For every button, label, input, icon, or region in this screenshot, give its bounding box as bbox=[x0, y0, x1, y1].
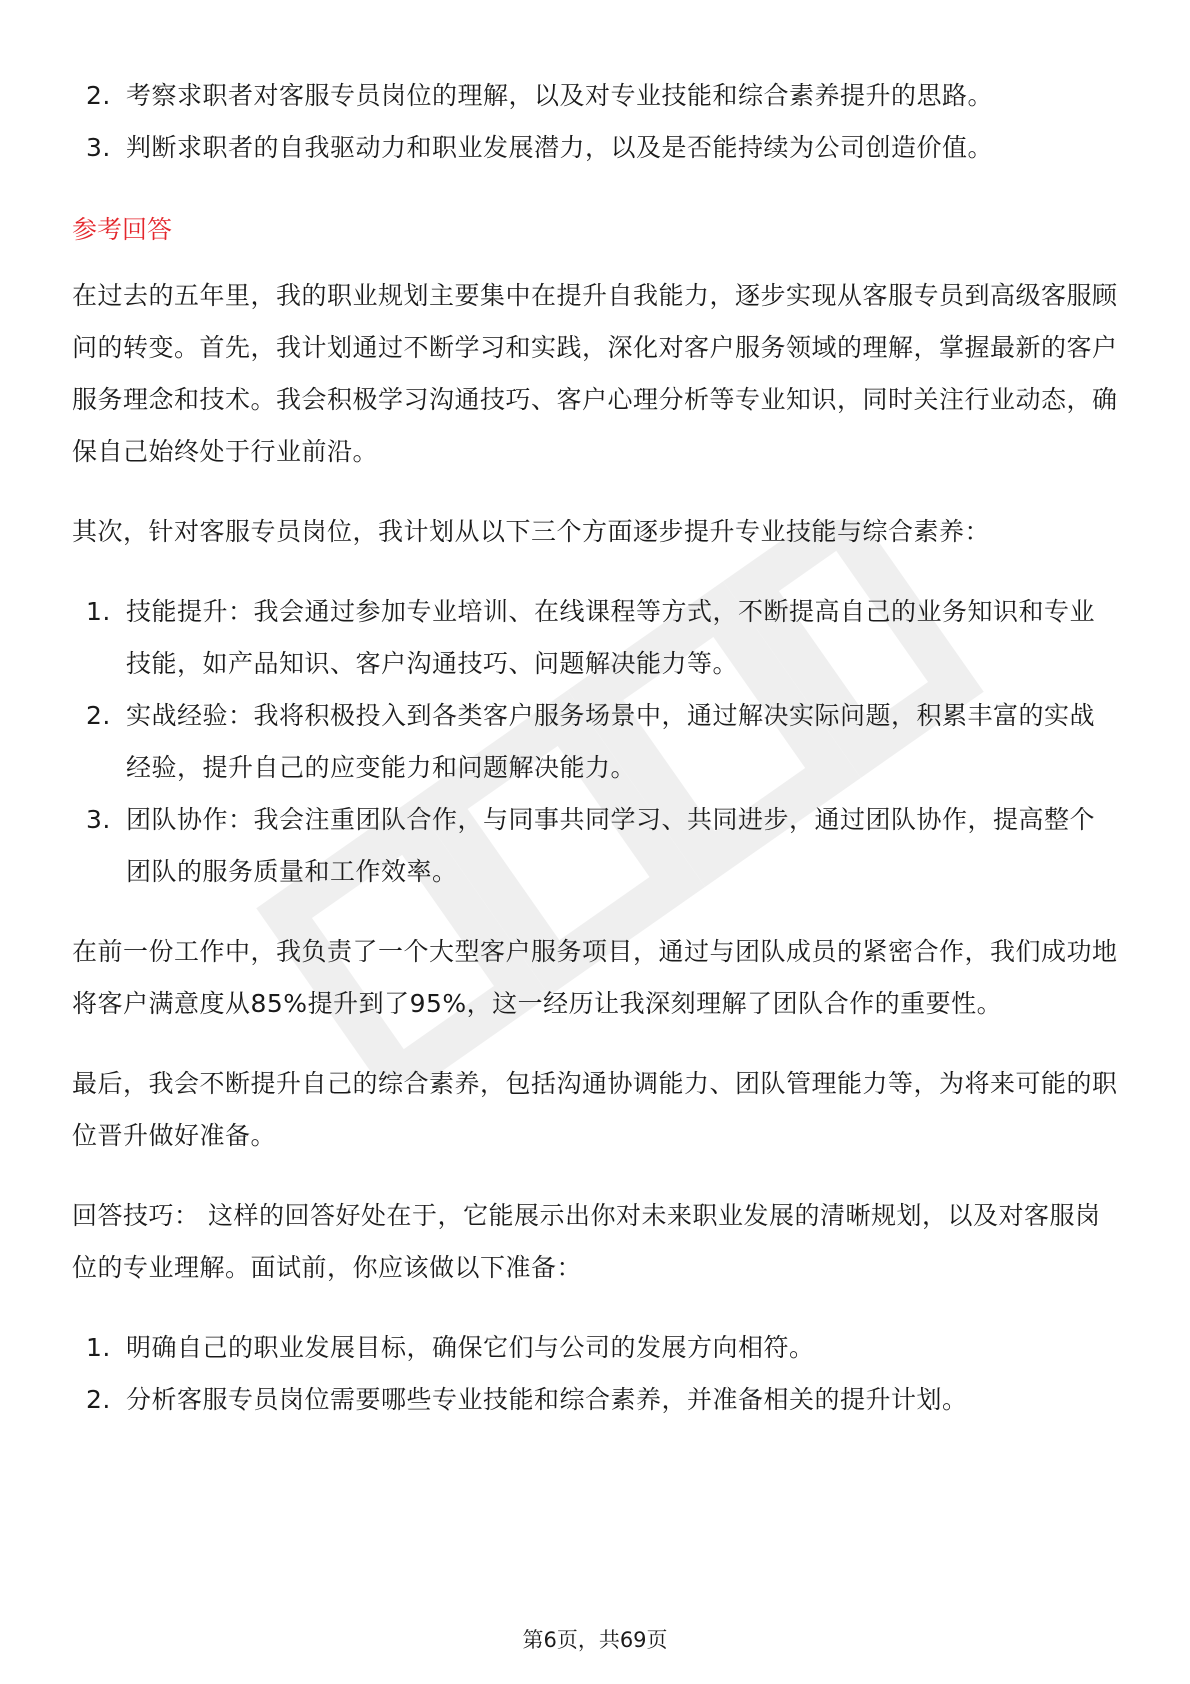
list-number: 1. bbox=[86, 1333, 111, 1362]
list-item bbox=[72, 794, 1118, 898]
list-number: 2. bbox=[86, 81, 111, 110]
list-text: 考察求职者对客服专员岗位的理解，以及对专业技能和综合素养提升的思路。 bbox=[126, 81, 994, 110]
list-text: 判断求职者的自我驱动力和职业发展潜力，以及是否能持续为公司创造价值。 bbox=[126, 133, 994, 162]
paragraph-career-plan: 在过去的五年里，我的职业规划主要集中在提升自我能力，逐步实现从客服专员到高级客服顾问的转变。首先，我计划通过不断学习和实践，深化对客户服务领域的理解，掌握最新的客户服务理念和技术。我会积极学习沟通技巧、客户心理分析等专业知识，同时关注行业动态，确保自己始终处于行业前沿。 bbox=[72, 281, 1118, 466]
list-text: 明确自己的职业发展目标，确保它们与公司的发展方向相符。 bbox=[126, 1333, 815, 1362]
list-item bbox=[72, 1322, 1118, 1374]
page-footer: 第6页，共69页 bbox=[522, 1628, 668, 1652]
list-item bbox=[72, 1374, 1118, 1426]
list-number: 1. bbox=[86, 597, 111, 626]
list-item bbox=[72, 122, 1118, 174]
list-text: 技能提升：我会通过参加专业培训、在线课程等方式，不断提高自己的业务知识和专业技能，如产品知识、客户沟通技巧、问题解决能力等。 bbox=[126, 597, 1096, 678]
middle-list bbox=[72, 586, 1118, 898]
list-item bbox=[72, 586, 1118, 690]
list-item bbox=[72, 690, 1118, 794]
list-number: 3. bbox=[86, 133, 111, 162]
paragraph-three-aspects: 其次，针对客服专员岗位，我计划从以下三个方面逐步提升专业技能与综合素养： bbox=[72, 517, 991, 546]
list-text: 实战经验：我将积极投入到各类客户服务场景中，通过解决实际问题，积累丰富的实战经验，提升自己的应变能力和问题解决能力。 bbox=[126, 701, 1096, 782]
document-content bbox=[72, 70, 1118, 1426]
paragraph-finally: 最后，我会不断提升自己的综合素养，包括沟通协调能力、团队管理能力等，为将来可能的职位晋升做好准备。 bbox=[72, 1069, 1118, 1150]
list-text: 分析客服专员岗位需要哪些专业技能和综合素养，并准备相关的提升计划。 bbox=[126, 1385, 968, 1414]
paragraph-answer-tips: 回答技巧： 这样的回答好处在于，它能展示出你对未来职业发展的清晰规划，以及对客服岗位的专业理解。面试前，你应该做以下准备： bbox=[72, 1201, 1101, 1282]
paragraph-previous-job: 在前一份工作中，我负责了一个大型客户服务项目，通过与团队成员的紧密合作，我们成功地将客户满意度从85%提升到了95%，这一经历让我深刻理解了团队合作的重要性。 bbox=[72, 937, 1118, 1018]
top-list bbox=[72, 70, 1118, 174]
section-heading-reference: 参考回答 bbox=[72, 215, 173, 244]
list-item bbox=[72, 70, 1118, 122]
list-number: 3. bbox=[86, 805, 111, 834]
list-number: 2. bbox=[86, 701, 111, 730]
list-text: 团队协作：我会注重团队合作，与同事共同学习、共同进步，通过团队协作，提高整个团队的服务质量和工作效率。 bbox=[126, 805, 1096, 886]
bottom-list bbox=[72, 1322, 1118, 1426]
list-number: 2. bbox=[86, 1385, 111, 1414]
